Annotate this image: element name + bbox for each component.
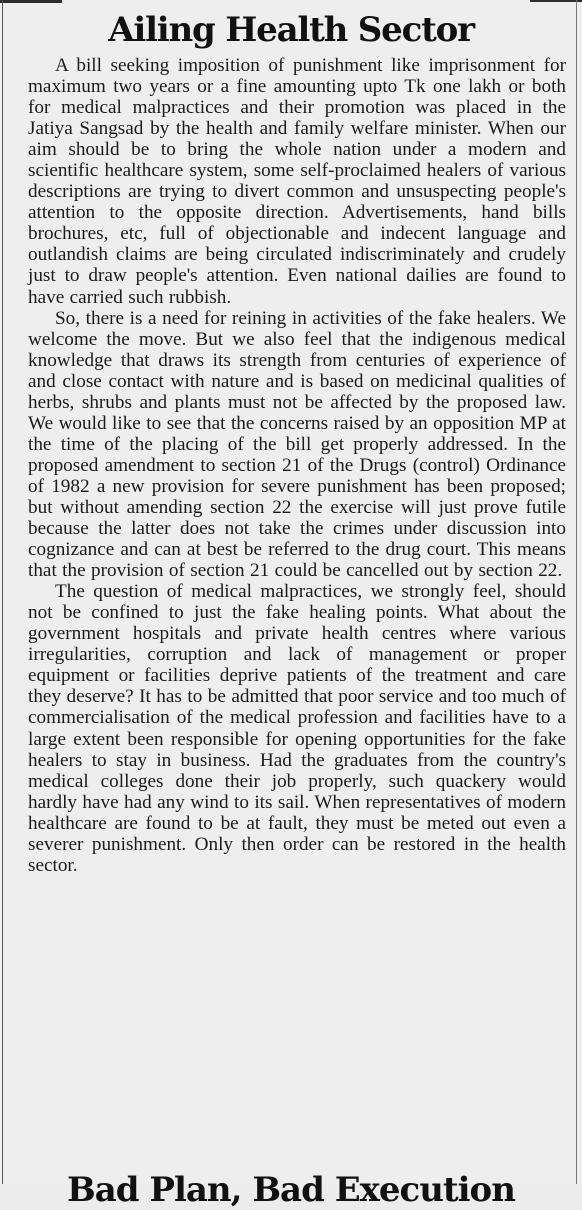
top-rule-left bbox=[0, 0, 62, 3]
next-article-headline: Bad Plan, Bad Execution bbox=[67, 1170, 515, 1210]
top-rule-right bbox=[530, 0, 582, 2]
column-rule-right bbox=[576, 0, 577, 1184]
editorial-headline: Ailing Health Sector bbox=[108, 10, 474, 50]
editorial-body bbox=[28, 55, 566, 876]
column-rule-left bbox=[2, 0, 3, 1184]
paragraph-3: The question of medical malpractices, we strongly feel, should not be confined to just the fake healing points. What about the government hospitals and private health centres where various irregularities, corruption and lack of management or proper equipment or facilities deprive patients of the treatment and care they deserve? It has to be admitted that poor service and too much of commercialisation of the medical profession and facilities have to a large extent been responsible for opening opportunities for the fake healers to stay in business. Had the graduates from the country's medical colleges done their job properly, such quackery would hardly have had any wind to its sail. When representatives of modern healthcare are found to be at fault, they must be meted out even a severer punishment. Only then order can be restored in the health sector. bbox=[28, 581, 567, 876]
paragraph-2: So, there is a need for reining in activities of the fake healers. We welcome the move. But we also feel that the indigenous medical knowledge that draws its strength from centuries of experience of and close contact with nature and is based on medicinal qualities of herbs, shrubs and plants must not be affected by the proposed law. We would like to see that the concerns raised by an opposition MP at the time of the placing of the bill get properly addressed. In the proposed amendment to section 21 of the Drugs (control) Ordinance of 1982 a new provision for severe punishment has been proposed; but without amending section 22 the exercise will just prove futile because the latter does not take the crimes under discussion into cognizance and can at best be referred to the drug court. This means that the provision of section 21 could be cancelled out by section 22. bbox=[28, 307, 566, 582]
paragraph-1: A bill seeking imposition of punishment like imprisonment for maximum two years or a fine amounting upto Tk one lakh or both for medical malpractices and their promotion was placed in the Jatiya Sangsad by the health and family welfare minister. When our aim should be to bring the whole nation under a modern and scientific healthcare system, some self-proclaimed healers of various descriptions are trying to divert common and unsuspecting people's attention to the opposite direction. Advertisements, hand bills brochures, etc, full of objectionable and indecent language and outlandish claims are being circulated indiscriminately and crudely just to draw people's attention. Even national dailies are found to have carried such rubbish. bbox=[28, 55, 566, 308]
